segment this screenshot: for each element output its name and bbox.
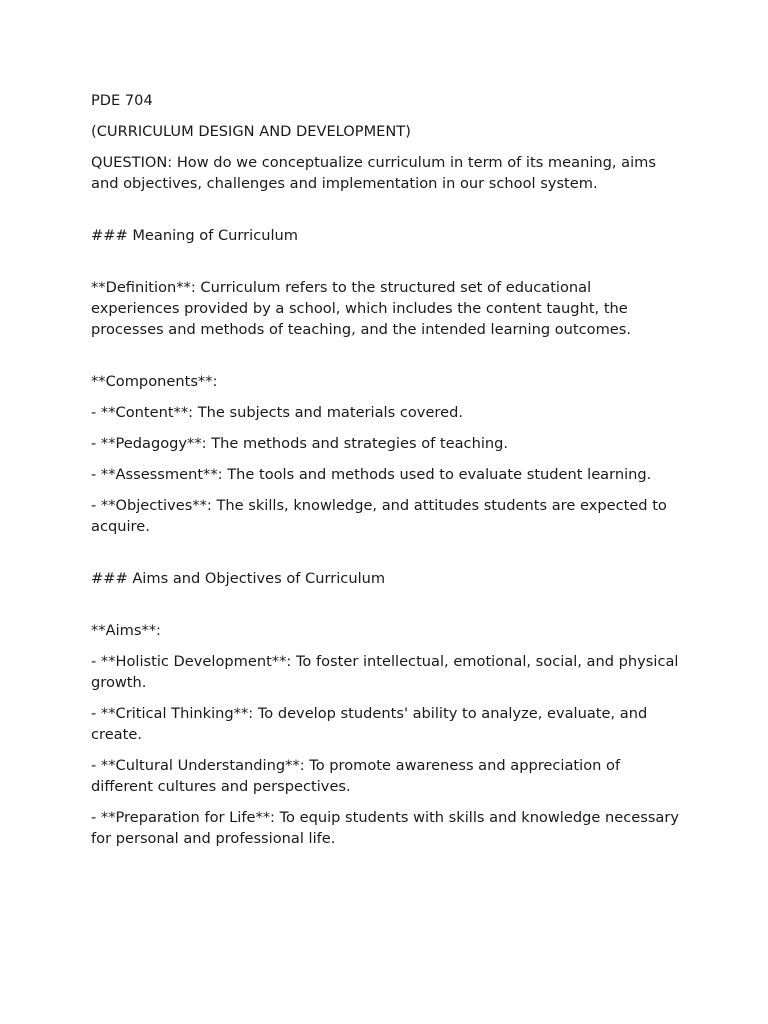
spacer <box>91 599 681 620</box>
spacer <box>91 256 681 277</box>
question-text: QUESTION: How do we conceptualize curriculum in term of its meaning, aims and objectives, challenges and implementation in our school system. <box>91 154 661 192</box>
list-item-objectives: - **Objectives**: The skills, knowledge, and attitudes students are expected to acquire. <box>91 497 672 535</box>
definition-paragraph: **Definition**: Curriculum refers to the structured set of educational experiences provided by a school, which includes the content taught, the processes and methods of teaching, and the intended learning outcomes. <box>91 279 633 338</box>
list-item-content: - **Content**: The subjects and materials covered. <box>91 404 463 421</box>
course-code: PDE 704 <box>91 92 153 109</box>
spacer <box>91 547 681 568</box>
spacer <box>91 350 681 371</box>
course-title: (CURRICULUM DESIGN AND DEVELOPMENT) <box>91 123 411 140</box>
document-page <box>91 90 684 859</box>
aims-label: **Aims**: <box>91 622 161 639</box>
list-item-pedagogy: - **Pedagogy**: The methods and strategies of teaching. <box>91 435 509 452</box>
list-item-holistic-development: - **Holistic Development**: To foster intellectual, emotional, social, and physical growth. <box>91 653 684 691</box>
list-item-preparation-for-life: - **Preparation for Life**: To equip students with skills and knowledge necessary for personal and professional life. <box>91 809 684 847</box>
list-item-cultural-understanding: - **Cultural Understanding**: To promote awareness and appreciation of different cultures and perspectives. <box>91 757 625 795</box>
spacer <box>91 204 681 225</box>
components-label: **Components**: <box>91 373 218 390</box>
section-heading-aims: ### Aims and Objectives of Curriculum <box>91 570 386 587</box>
section-heading-meaning: ### Meaning of Curriculum <box>91 227 299 244</box>
list-item-critical-thinking: - **Critical Thinking**: To develop students' ability to analyze, evaluate, and create. <box>91 705 652 743</box>
list-item-assessment: - **Assessment**: The tools and methods used to evaluate student learning. <box>91 466 652 483</box>
